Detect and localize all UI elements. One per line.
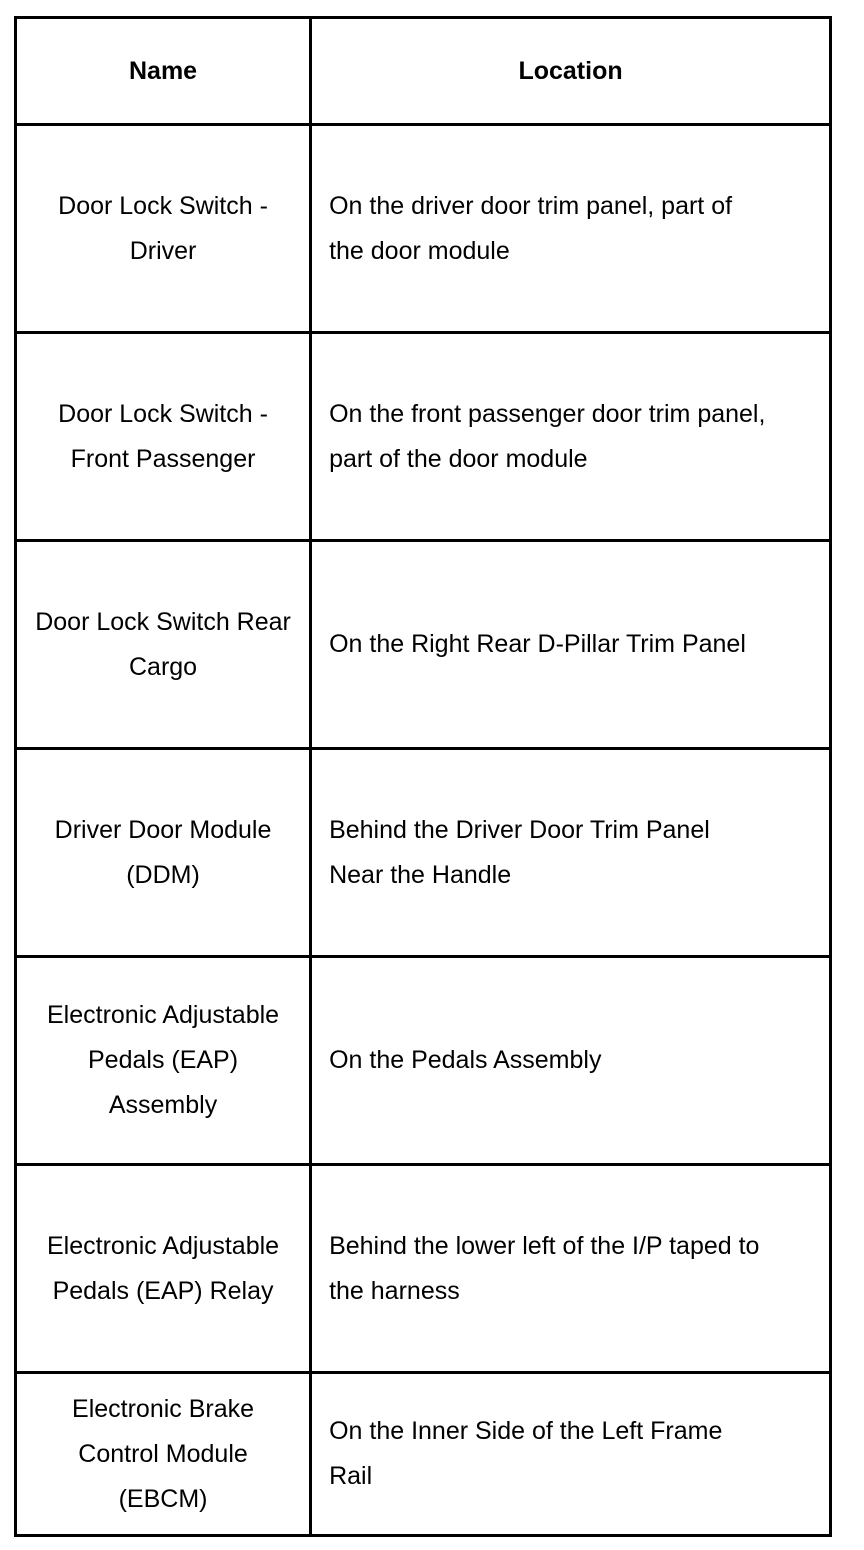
component-name: Door Lock Switch - Driver [16, 125, 311, 333]
component-name: Driver Door Module (DDM) [16, 749, 311, 957]
component-location: On the Pedals Assembly [311, 957, 831, 1165]
component-location: Behind the Driver Door Trim Panel Near the Handle [311, 749, 831, 957]
component-location: On the front passenger door trim panel, part of the door module [311, 333, 831, 541]
component-location-table [14, 16, 832, 1537]
table-header-row [16, 18, 831, 125]
header-location: Location [311, 18, 831, 125]
table-row [16, 125, 831, 333]
table-row [16, 333, 831, 541]
component-name: Electronic Adjustable Pedals (EAP) Relay [16, 1165, 311, 1373]
component-name: Electronic Adjustable Pedals (EAP) Assembly [16, 957, 311, 1165]
component-location: Behind the lower left of the I/P taped to the harness [311, 1165, 831, 1373]
table-row [16, 1373, 831, 1536]
component-location: On the Inner Side of the Left Frame Rail [311, 1373, 831, 1536]
component-location: On the Right Rear D-Pillar Trim Panel [311, 541, 831, 749]
table-row [16, 541, 831, 749]
table-row [16, 749, 831, 957]
component-name: Door Lock Switch - Front Passenger [16, 333, 311, 541]
component-name: Door Lock Switch Rear Cargo [16, 541, 311, 749]
component-name: Electronic Brake Control Module (EBCM) [16, 1373, 311, 1536]
table-row [16, 1165, 831, 1373]
table-row [16, 957, 831, 1165]
component-location: On the driver door trim panel, part of the door module [311, 125, 831, 333]
header-name: Name [16, 18, 311, 125]
